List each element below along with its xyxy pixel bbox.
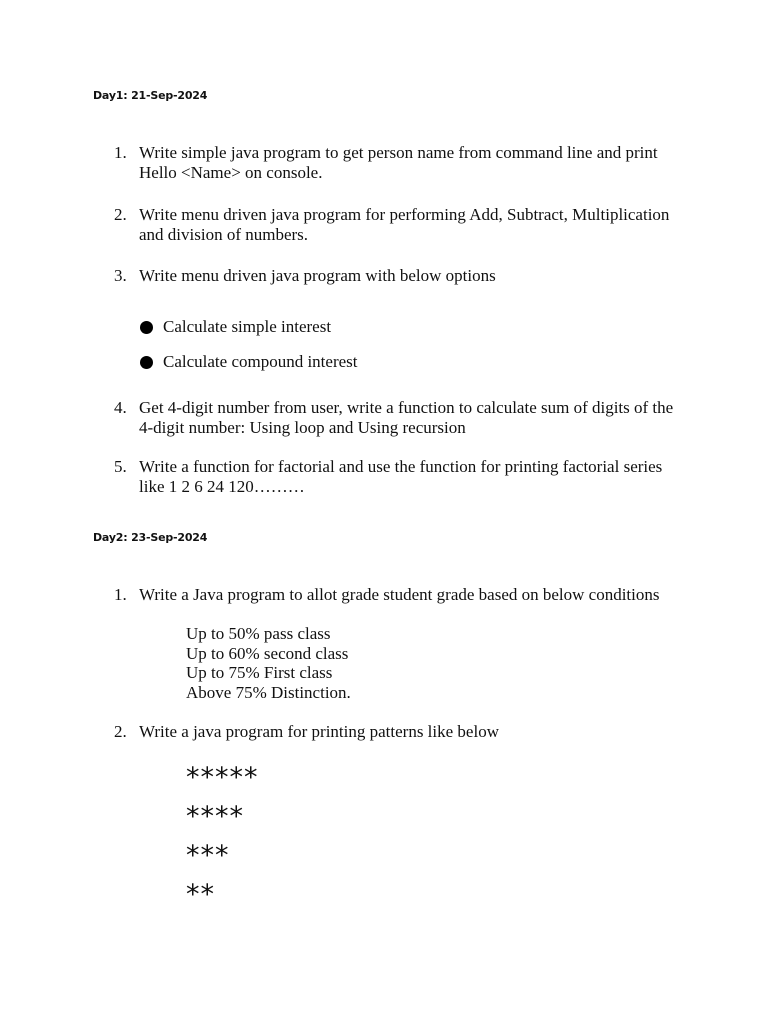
bullet-icon	[140, 356, 153, 369]
task-text: Write a Java program to allot grade student grade based on below conditions	[139, 585, 660, 604]
list-number: 1.	[114, 143, 127, 162]
day1-heading: Day1: 21-Sep-2024	[93, 89, 208, 102]
bullet-icon	[140, 321, 153, 334]
list-number: 2.	[114, 722, 127, 741]
option-text: Calculate compound interest	[163, 352, 358, 371]
grade-condition: Up to 60% second class	[186, 644, 349, 663]
pattern-row: ****	[186, 801, 244, 832]
task-text: Write a function for factorial and use the function for printing factorial series like 1 2 6 24 120………	[139, 457, 663, 496]
task-text: Write menu driven java program for performing Add, Subtract, Multiplication and division of numbers.	[139, 205, 670, 244]
grade-condition: Up to 50% pass class	[186, 624, 331, 643]
list-number: 5.	[114, 457, 127, 476]
day2-heading: Day2: 23-Sep-2024	[93, 531, 208, 544]
task-text: Write a java program for printing patterns like below	[139, 722, 499, 741]
list-number: 4.	[114, 398, 127, 417]
list-number: 3.	[114, 266, 127, 285]
pattern-row: **	[186, 879, 215, 910]
option-text: Calculate simple interest	[163, 317, 332, 336]
list-number: 1.	[114, 585, 127, 604]
task-text: Write simple java program to get person name from command line and print Hello <Name> on console.	[139, 143, 658, 182]
pattern-row: *****	[186, 762, 259, 793]
pattern-row: ***	[186, 840, 230, 871]
list-number: 2.	[114, 205, 127, 224]
grade-condition: Up to 75% First class	[186, 663, 333, 682]
task-text: Get 4-digit number from user, write a function to calculate sum of digits of the 4-digit number: Using loop and Using recursion	[139, 398, 674, 437]
task-text: Write menu driven java program with below options	[139, 266, 496, 285]
grade-condition: Above 75% Distinction.	[186, 683, 351, 702]
